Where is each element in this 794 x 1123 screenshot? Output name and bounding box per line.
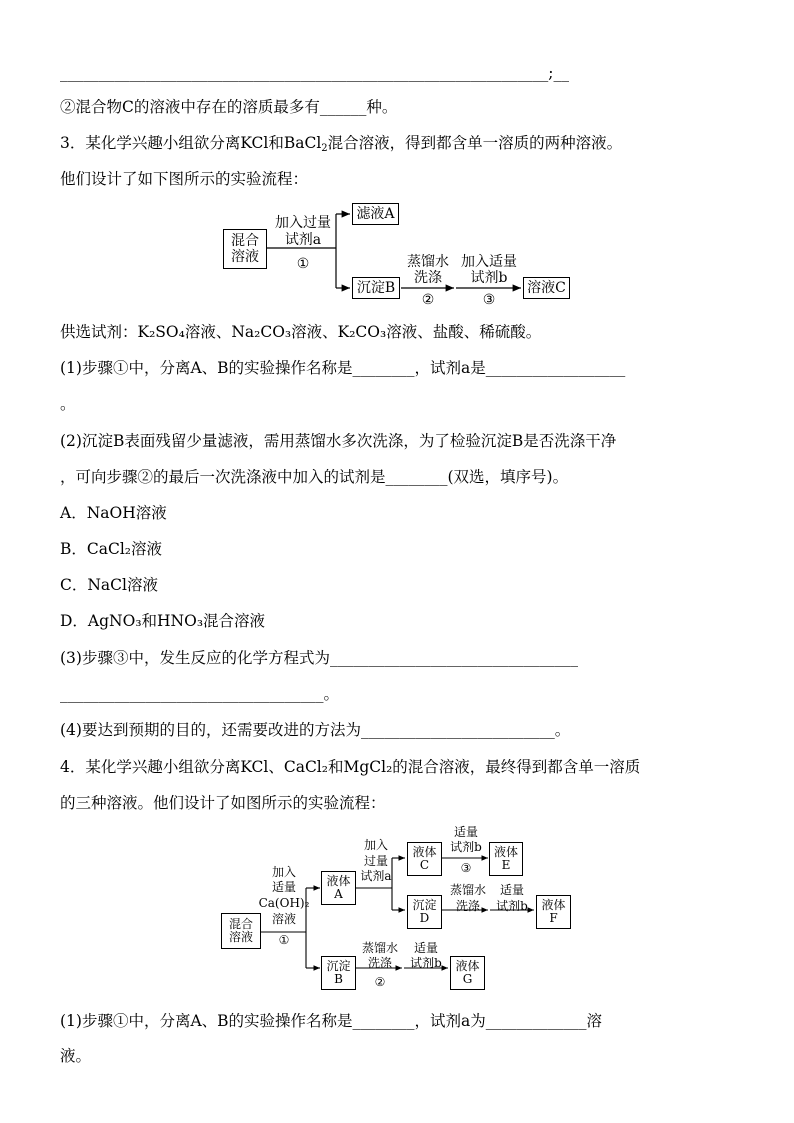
q4-part-1-end: 液。 [60, 1047, 92, 1065]
label-caoh2: Ca(OH)₂ [258, 896, 310, 910]
label-proper-b: 适量 [413, 941, 438, 955]
node-liquid-c: 液体 C [407, 842, 442, 876]
label-wash: 洗涤 [414, 270, 442, 286]
label-add: 加入 [271, 865, 296, 879]
q3-part-1: (1)步骤①中，分离A、B的实验操作名称是________，试剂a是__________________ [60, 359, 626, 377]
question-4-intro-2: 的三种溶液。他们设计了如图所示的实验流程： [60, 794, 386, 812]
question-3-intro-2: 他们设计了如下图所示的实验流程： [60, 170, 309, 188]
q3-part-2-cont: ，可向步骤②的最后一次洗涤液中加入的试剂是________(双选，填序号)。 [60, 468, 569, 486]
label-proper-d: 适量 [499, 883, 524, 897]
label-step-1-d2: ① [278, 933, 290, 947]
label-reagent-a: 试剂a [284, 232, 322, 248]
reagent-list: 供选试剂：K₂SO₄溶液、Na₂CO₃溶液、K₂CO₃溶液、盐酸、稀硫酸。 [60, 323, 542, 341]
label-step-2-d2: ② [374, 975, 386, 989]
q4-part-1: (1)步骤①中，分离A、B的实验操作名称是________，试剂a为_____________溶 [60, 1012, 603, 1030]
node-mixed-solution-2: 混合 溶液 [221, 913, 261, 949]
q3-intro-part-b: 混合溶液，得到都含单一溶质的两种溶液。 [327, 134, 623, 152]
label-distilled-water-d: 蒸馏水 [449, 883, 486, 897]
q3-part-2: (2)沉淀B表面残留少量滤液，需用蒸馏水多次洗涤，为了检验沉淀B是否洗涤干净 [60, 432, 617, 450]
label-reagent-b-d: 试剂b [496, 899, 528, 913]
option-c: C．NaCl溶液 [60, 576, 158, 594]
top-answer-line: _______________________________________________________________;__ [60, 64, 569, 82]
label-distilled-water: 蒸馏水 [407, 254, 449, 270]
q3-intro-sub: 2 [321, 143, 328, 154]
node-liquid-g: 液体 G [450, 956, 485, 990]
node-liquid-f: 液体 F [536, 895, 571, 929]
q3-intro-part-a: 3．某化学兴趣小组欲分离KCl和BaCl [60, 134, 322, 152]
node-precipitate-b: 沉淀B [352, 277, 400, 299]
node-solution-c: 溶液C [523, 277, 570, 299]
label-reagent-b-b: 试剂b [410, 956, 442, 970]
q3-part-3-cont: __________________________________。 [60, 685, 340, 703]
label-reagent-a-2: 试剂a [360, 869, 392, 883]
label-add-proper: 加入适量 [461, 254, 517, 270]
label-add-excess: 加入过量 [275, 215, 331, 231]
label-wash-b: 洗涤 [367, 956, 392, 970]
node-precipitate-d: 沉淀 D [407, 895, 442, 929]
label-excess: 过量 [363, 854, 388, 868]
question-2-sub: ②混合物C的溶液中存在的溶质最多有______种。 [60, 98, 398, 116]
node-filtrate-a: 滤液A [352, 203, 399, 225]
q3-part-1-end: 。 [60, 395, 76, 413]
node-mixed-solution: 混合 溶液 [223, 229, 267, 269]
label-reagent-b-c: 试剂b [450, 840, 482, 854]
label-wash-d: 洗涤 [455, 899, 480, 913]
label-proper-c: 适量 [453, 825, 478, 839]
q3-part-4: (4)要达到预期的目的，还需要改进的方法为_________________________。 [60, 721, 571, 739]
node-liquid-e: 液体 E [489, 842, 523, 876]
label-reagent-b: 试剂b [470, 270, 508, 286]
label-step-2: ② [421, 292, 435, 308]
option-a: A．NaOH溶液 [60, 504, 167, 522]
node-liquid-a: 液体 A [321, 871, 356, 905]
label-step-1: ① [296, 256, 310, 272]
option-d: D．AgNO₃和HNO₃混合溶液 [60, 612, 266, 630]
q3-part-3: (3)步骤③中，发生反应的化学方程式为________________________________ [60, 649, 578, 667]
label-step-3: ③ [482, 292, 496, 308]
label-distilled-water-b: 蒸馏水 [361, 941, 398, 955]
label-add-2: 加入 [363, 838, 388, 852]
option-b: B．CaCl₂溶液 [60, 540, 163, 558]
label-solution: 溶液 [271, 912, 296, 926]
label-proper: 适量 [271, 880, 296, 894]
label-step-3-d2: ③ [460, 861, 472, 875]
node-precipitate-b-2: 沉淀 B [321, 956, 356, 990]
question-4-intro: 4．某化学兴趣小组欲分离KCl、CaCl₂和MgCl₂的混合溶液，最终得到都含单一溶质 [60, 758, 641, 776]
